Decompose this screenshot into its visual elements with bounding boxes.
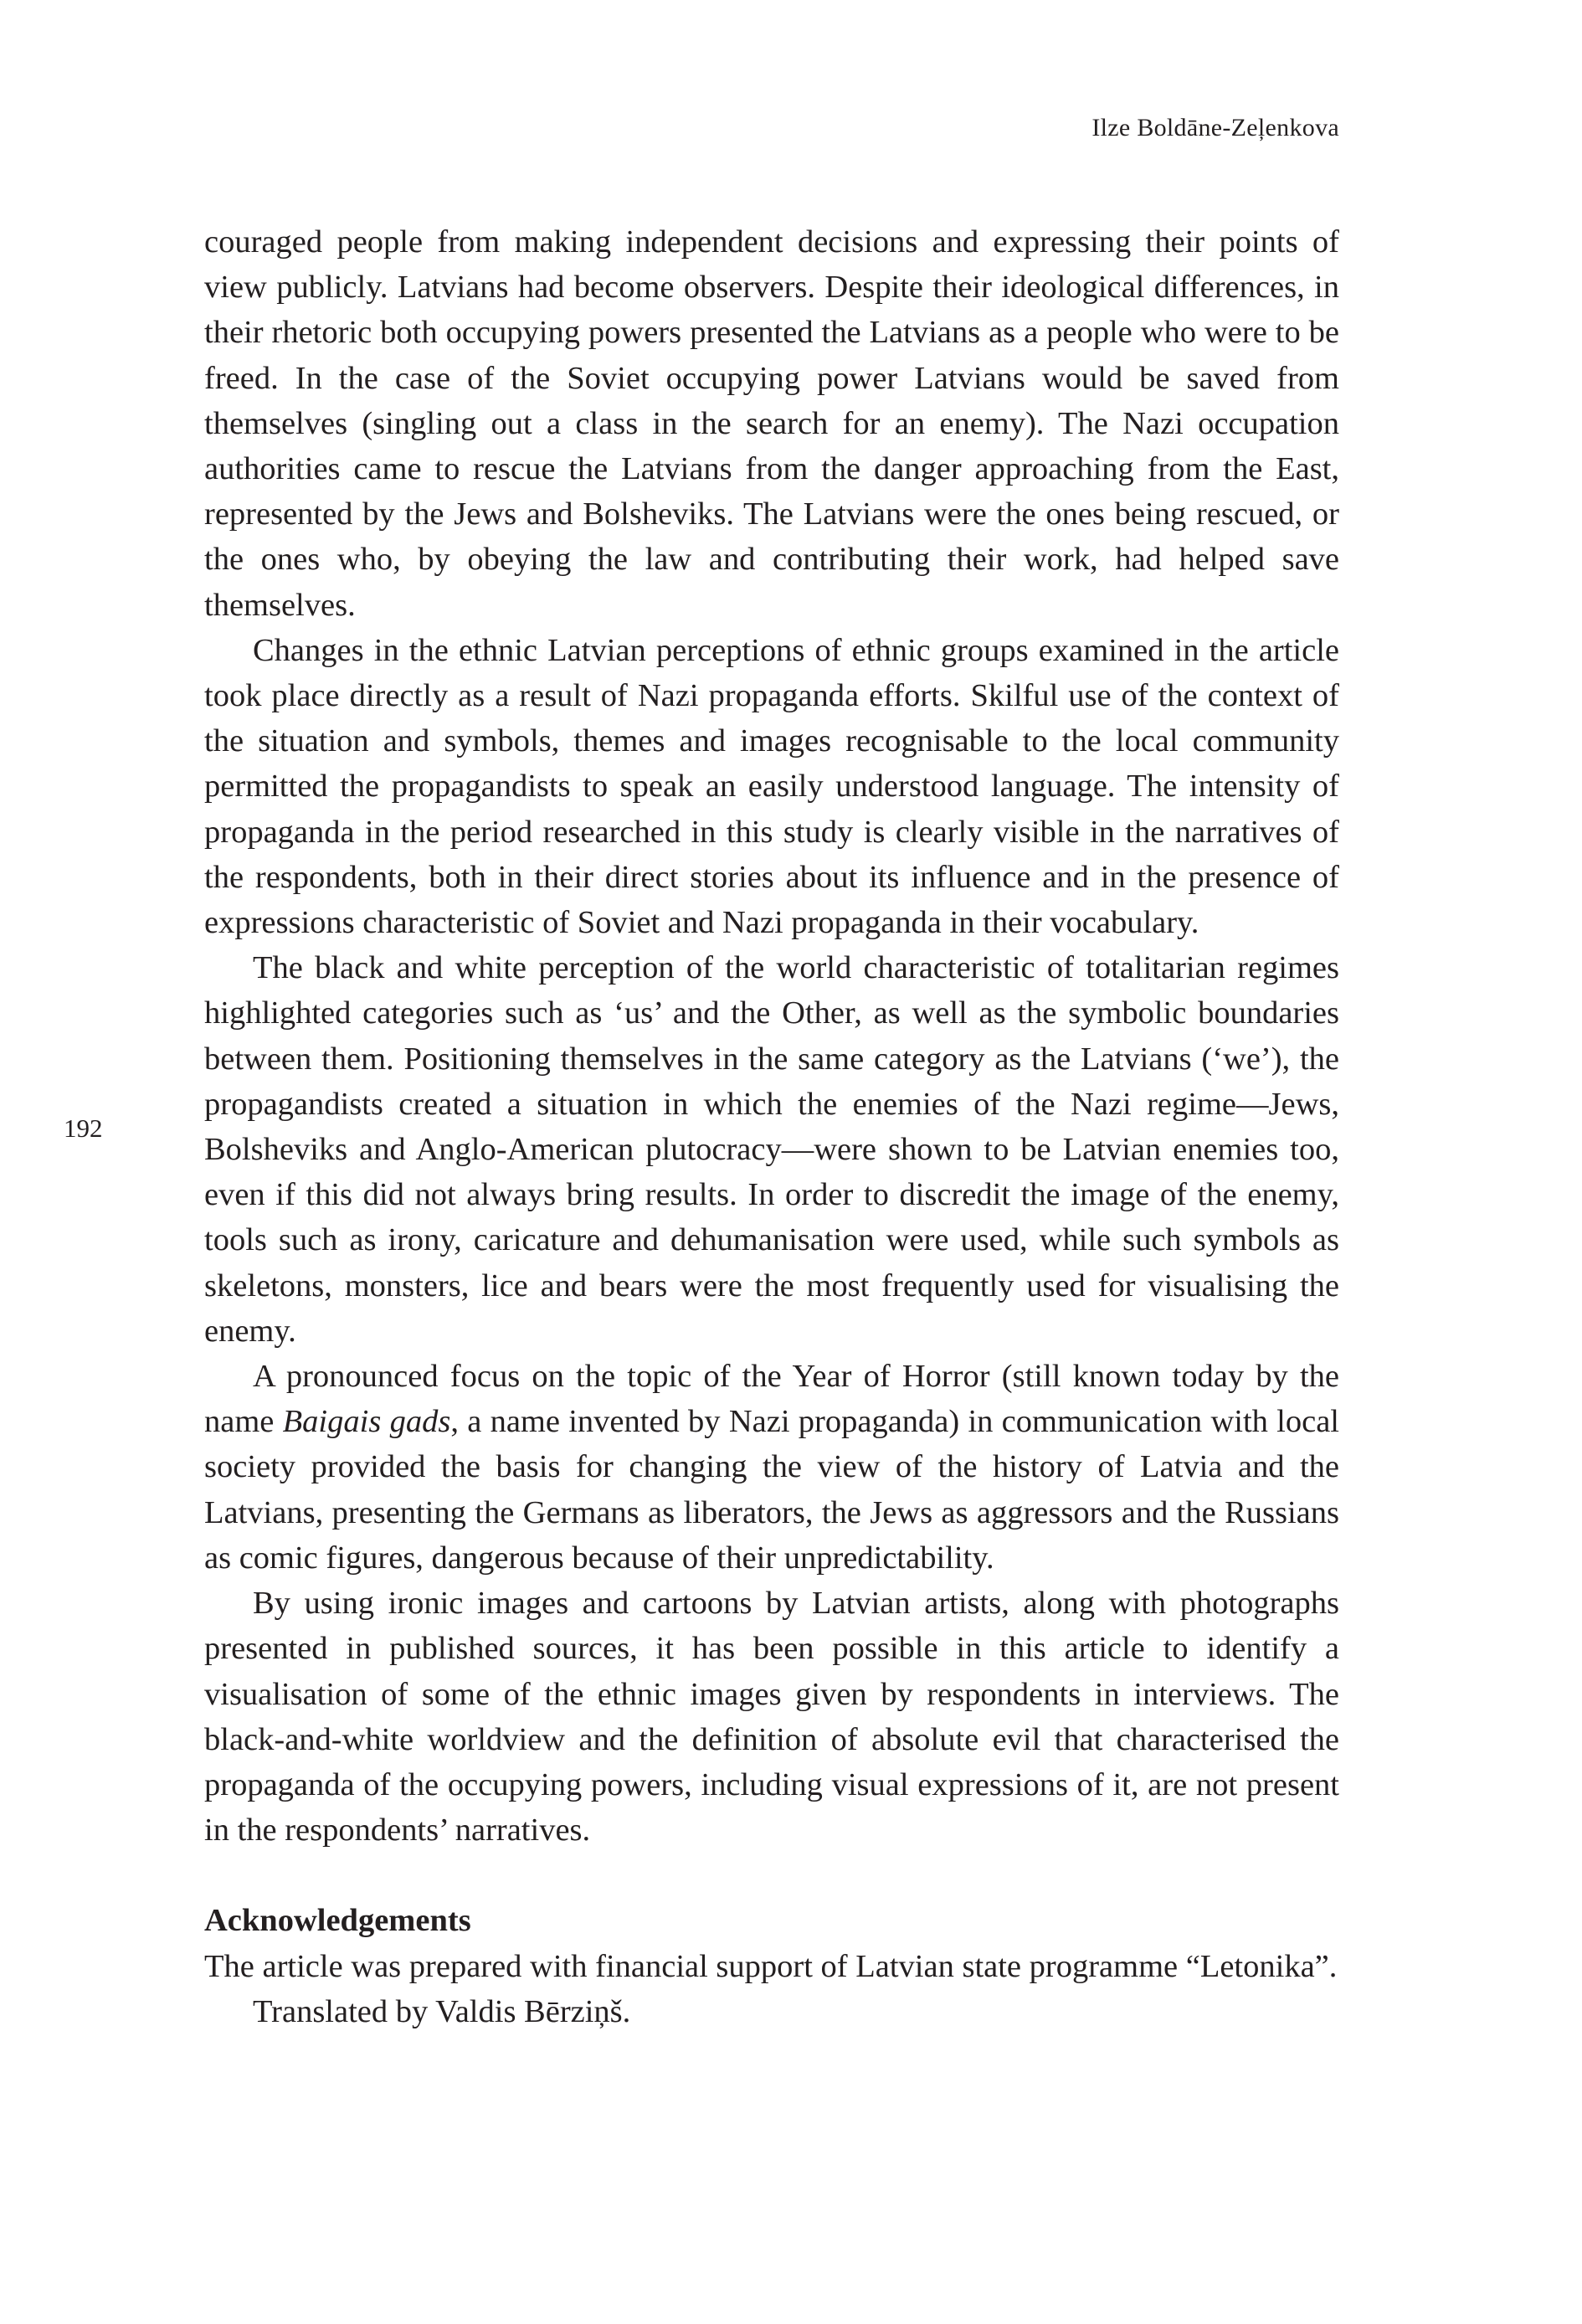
paragraph-5: By using ironic images and cartoons by Latvian artists, along with photographs presented in published sources, it has been possible in this article to identify a visualisation of some of the ethnic images given by respondents in interviews. The black-and-white worldview and the definition of absolute evil that characterised the propaganda of the occupying powers, including visual expressions of it, are not present in the respondents’ narratives. [204, 1586, 1339, 1848]
paragraph-4-italic-term: Baigais gads [282, 1404, 451, 1440]
body-text [204, 219, 1339, 2034]
paragraph-3: The black and white perception of the world characteristic of totalitarian regimes highlighted categories such as ‘us’ and the Other, as well as the symbolic boundaries between them. Positioning themselves in the same category as the Latvians (‘we’), the propagandists created a situation in which the enemies of the Nazi regime—Jews, Bolsheviks and Anglo-American plutocracy—were shown to be Latvian enemies too, even if this did not always bring results. In order to discredit the image of the enemy, tools such as irony, caricature and dehumanisation were used, while such symbols as skeletons, monsters, lice and bears were the most frequently used for visualising the enemy. [204, 950, 1339, 1349]
paragraph-4-start: A pronounced focus on the topic of the Year of Horror (still known today by the name [204, 1359, 1339, 1440]
paragraph-2: Changes in the ethnic Latvian perceptions of ethnic groups examined in the article took place directly as a result of Nazi propaganda efforts. Skilful use of the context of the situation and symbols, themes and images recognisable to the local community permitted the propagandists to speak an easily understood language. The intensity of propaganda in the period researched in this study is clearly visible in the narratives of the respondents, both in their direct stories about its influence and in the presence of expressions characteristic of Soviet and Nazi propaganda in their vocabulary. [204, 632, 1339, 941]
acknowledgements-heading: Acknowledgements [204, 1903, 471, 1939]
running-head-author: Ilze Boldāne-Zeļenkova [1091, 114, 1339, 141]
paragraph-1: couraged people from making independent decisions and expressing their points of view publicly. Latvians had become observers. Despite their ideological differences, in their rhetoric both occupying powers presented the Latvians as a people who were to be freed. In the case of the Soviet occupying power Latvians would be saved from themselves (singling out a class in the search for an enemy). The Nazi occupation authorities came to rescue the Latvians from the danger approaching from the East, represented by the Jews and Bolsheviks. The Latvians were the ones being rescued, or the ones who, by obeying the law and contributing their work, had helped save themselves. [204, 224, 1339, 623]
acknowledgements-text: The article was prepared with financial support of Latvian state programme “Letonika”. [204, 1948, 1338, 1984]
paragraph-4 [204, 1354, 1339, 1581]
paragraph-4-end: , a name invented by Nazi propaganda) in communication with local society provided the basis for changing the view of the history of Latvia and the Latvians, presenting the Germans as liberators, the Jews as aggressors and the Russians as comic figures, dangerous because of their unpredictability. [204, 1404, 1339, 1576]
translator-credit: Translated by Valdis Bērziņš. [253, 1993, 631, 2029]
page-number: 192 [64, 1113, 103, 1143]
